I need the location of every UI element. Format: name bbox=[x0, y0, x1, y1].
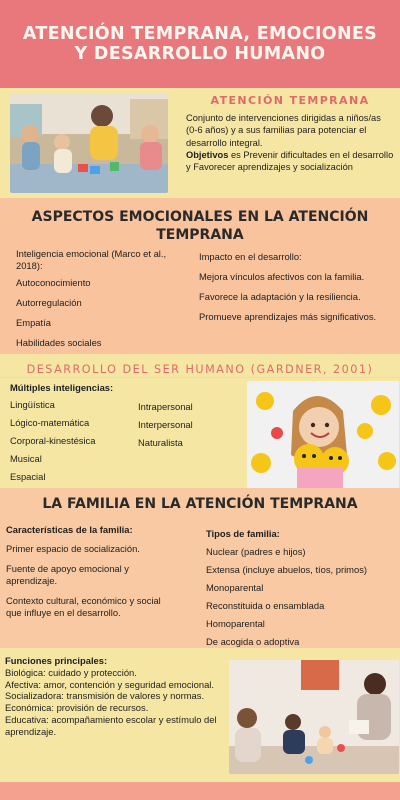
divider bbox=[0, 377, 400, 378]
emocionales-right-item: Favorece la adaptación y la resiliencia. bbox=[199, 291, 361, 303]
emocionales-left-item: Empatía bbox=[16, 317, 51, 329]
funcion-item: Educativa: acompañamiento escolar y estímulo del aprendizaje. bbox=[5, 713, 217, 737]
emocionales-right-list bbox=[199, 251, 395, 328]
funciones-list bbox=[5, 655, 227, 737]
caracteristicas-heading bbox=[6, 524, 178, 536]
page-title: ATENCIÓN TEMPRANA, EMOCIONES Y DESARROLLO HUMANO bbox=[22, 23, 378, 64]
gardner-subtitle: Múltiples inteligencias: bbox=[10, 382, 114, 393]
caracteristica-item: Contexto cultural, económico y social que influye en el desarrollo. bbox=[6, 595, 161, 619]
page-header bbox=[0, 0, 400, 88]
gardner-left-list bbox=[10, 399, 140, 488]
emocionales-right-item: Impacto en el desarrollo: bbox=[199, 251, 302, 262]
tipo-item: Extensa (incluye abuelos, tíos, primos) bbox=[206, 564, 368, 576]
tipo-item: Homoparental bbox=[206, 618, 265, 630]
objetivos-text: es Prevenir dificultades en el desarrollo y Favorecer aprendizajes y socialización bbox=[186, 149, 394, 173]
caracteristica-item: Fuente de apoyo emocional y aprendizaje. bbox=[6, 563, 129, 587]
inteligencia-item: Intrapersonal bbox=[138, 401, 193, 412]
gardner-title: DESARROLLO DEL SER HUMANO (GARDNER, 2001) bbox=[26, 363, 374, 376]
inteligencia-item: Musical bbox=[10, 453, 42, 465]
emocionales-left-list bbox=[16, 248, 192, 354]
gardner-right-list bbox=[138, 401, 238, 454]
tipo-item: Nuclear (padres e hijos) bbox=[206, 546, 306, 557]
funcion-item: Biológica: cuidado y protección. bbox=[5, 666, 137, 678]
emocionales-right-item: Promueve aprendizajes más significativos. bbox=[199, 311, 377, 323]
caracteristicas-list bbox=[6, 543, 166, 619]
inteligencia-item: Lógico-matemática bbox=[10, 417, 90, 429]
caracteristica-item: Primer espacio de socialización. bbox=[6, 543, 140, 554]
funcion-item: Económica: provisión de recursos. bbox=[5, 702, 149, 713]
emocionales-title: ASPECTOS EMOCIONALES EN LA ATENCIÓN TEMPRANA bbox=[31, 209, 369, 243]
inteligencia-item: Corporal-kinestésica bbox=[10, 435, 96, 447]
atencion-title: ATENCIÓN TEMPRANA bbox=[210, 94, 370, 107]
funcion-item: Socializadora: transmisión de valores y normas. bbox=[5, 690, 205, 702]
emocionales-left-item: Autoconocimiento bbox=[16, 277, 91, 289]
inteligencia-item: Interpersonal bbox=[138, 419, 193, 431]
objetivos-label: Objetivos bbox=[186, 149, 229, 160]
emocionales-left-item: Autorregulación bbox=[16, 297, 82, 309]
inteligencia-item: Espacial bbox=[10, 471, 46, 483]
funciones-title: Funciones principales: bbox=[5, 655, 108, 666]
emoji-child-photo bbox=[247, 381, 399, 488]
atencion-definition: Conjunto de intervenciones dirigidas a niños/as (0-6 años) y a sus familias para potenciar el desarrollo integral. bbox=[186, 113, 381, 148]
caracteristicas-label: Características de la familia bbox=[6, 524, 130, 535]
tipo-item: Monoparental bbox=[206, 582, 264, 594]
funcion-item: Afectiva: amor, contención y seguridad emocional. bbox=[5, 678, 214, 690]
footer-bar bbox=[0, 782, 400, 800]
inteligencia-item: Lingüística bbox=[10, 399, 55, 410]
emocionales-right-item: Mejora vínculos afectivos con la familia. bbox=[199, 271, 365, 283]
tipo-item: De acogida o adoptiva bbox=[206, 636, 300, 648]
tipos-label: Tipos de familia: bbox=[206, 528, 280, 539]
inteligencia-item: Naturalista bbox=[138, 437, 183, 449]
atencion-body bbox=[186, 112, 394, 173]
caracteristicas-colon: : bbox=[129, 524, 133, 535]
tipo-item: Reconstituida o ensamblada bbox=[206, 600, 325, 612]
familia-title: LA FAMILIA EN LA ATENCIÓN TEMPRANA bbox=[42, 496, 358, 512]
children-playing-photo bbox=[10, 94, 168, 193]
tipos-list bbox=[206, 546, 398, 648]
family-photo bbox=[229, 660, 399, 774]
emocionales-left-item: Habilidades sociales bbox=[16, 337, 102, 349]
emocionales-left-item: Inteligencia emocional (Marco et al., 2018): bbox=[16, 248, 167, 272]
